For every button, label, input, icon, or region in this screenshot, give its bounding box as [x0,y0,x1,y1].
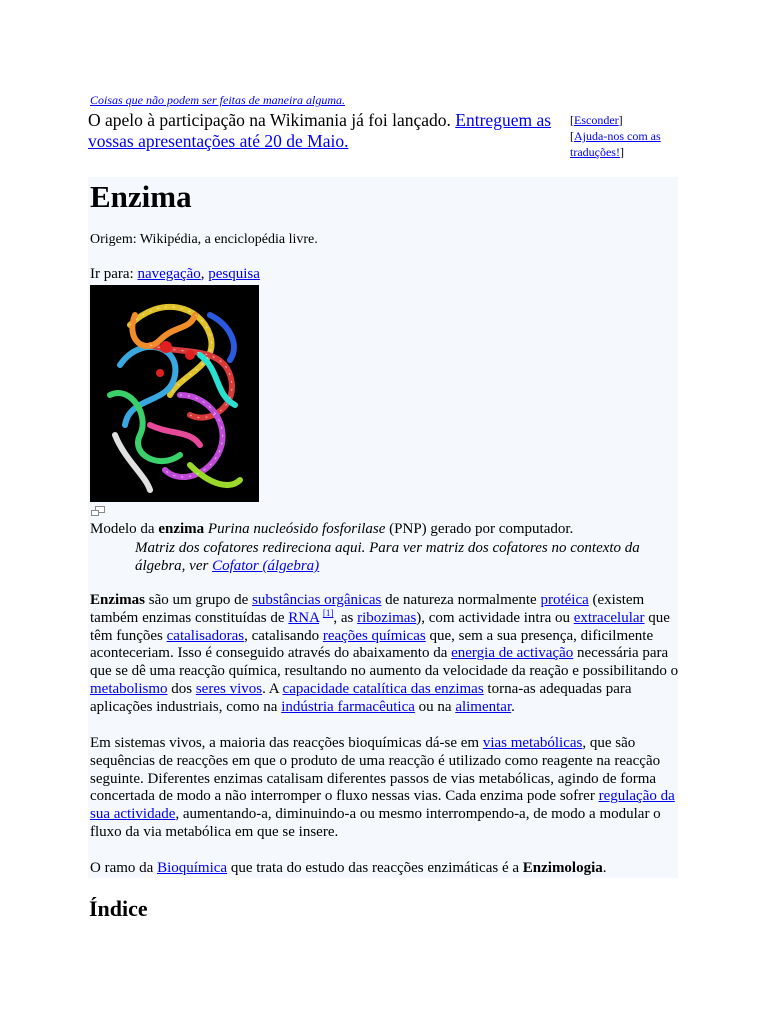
text-run: dos [167,680,196,697]
link-industria-farmaceutica[interactable]: indústria farmacêutica [281,698,415,715]
sitenotice-submit-link[interactable]: Entreguem as vossas apresentações até 20 de Maio. [88,110,552,151]
intro-paragraph-3 [90,860,680,878]
jump-search-link[interactable]: pesquisa [208,266,260,282]
text-run: Em sistemas vivos, a maioria das reacções bioquímicas dá-se em [90,735,483,751]
figure-caption [90,520,680,538]
intro-paragraph-2 [90,735,680,842]
caption-italic: Purina nucleósido fosforilase [207,521,386,537]
text-run: . A [262,680,283,697]
caption-bold: enzima [158,521,205,537]
text-run: , catalisando [244,627,323,644]
link-vias-metabolicas[interactable]: vias metabólicas [482,735,583,751]
link-reacoes-quimicas[interactable]: reações químicas [322,627,426,644]
jump-navigation-link[interactable]: navegação [137,266,201,282]
text-run: ), com actividade intra ou [416,609,574,626]
link-rna[interactable]: RNA [288,609,320,626]
page-title: Enzima [90,179,192,214]
text-run: , as [333,609,358,626]
sitenotice-tagline-link[interactable]: Coisas que não podem ser feitas de maneira alguma. [90,93,345,107]
link-proteica[interactable]: protéica [540,592,589,608]
link-bioquimica[interactable]: Bioquímica [157,860,228,876]
jump-to-links [90,266,260,283]
text-run: O ramo da [90,860,158,876]
sitenotice-message [88,110,558,152]
protein-ribbon-illustration [90,285,259,502]
sitenotice-controls: [Esconder] [Ajuda-nos com as traduções!] [570,113,661,159]
text-run: . [602,860,607,876]
sitenotice-text: O apelo à participação na Wikimania já foi lançado. [88,110,451,130]
text-run: (existem também enzimas constituídas de [90,592,645,626]
link-ribozimas[interactable]: ribozimas [357,609,417,626]
jump-to-label: Ir para: [90,266,134,282]
reference-1-link[interactable]: [1] [322,607,334,618]
caption-prefix: Modelo da [90,521,155,537]
site-subtitle: Origem: Wikipédia, a enciclopédia livre. [90,232,318,247]
link-catalisadoras[interactable]: catalisadoras [166,627,245,644]
text-run: torna-as adequadas para aplicações industriais, como na [90,680,632,715]
link-extracelular[interactable]: extracelular [573,609,645,626]
hatnote-text: Matriz dos cofatores redireciona aqui. Para ver matriz dos cofatores no contexto da álgebra, ver [135,540,640,574]
text-run: . [511,698,515,715]
text-run: são um grupo de [145,592,253,608]
link-regulacao-da-actividade[interactable]: regulação da sua actividade [90,788,675,823]
text-run: que, sem a sua presença, dificilmente aconteceriam. Isso é conseguido através do abaixamento da [90,627,654,662]
link-capacidade-catalitica[interactable]: capacidade catalítica das enzimas [282,680,484,697]
help-translate-link[interactable]: Ajuda-nos com as traduções! [570,129,661,159]
term-bold: Enzimas [90,592,146,608]
protein-model-image[interactable] [90,285,259,502]
text-run: ou na [414,698,456,715]
text-run: de natureza normalmente [381,592,541,608]
hide-notice-link[interactable]: Esconder [574,113,619,127]
intro-paragraph-1 [90,592,680,717]
caption-suffix: (PNP) gerado por computador. [389,521,574,537]
enlarge-icon[interactable] [91,503,105,513]
link-seres-vivos[interactable]: seres vivos [195,680,263,697]
link-substancias-organicas[interactable]: substâncias orgânicas [252,592,382,608]
link-metabolismo[interactable]: metabolismo [90,680,168,697]
term-enzimologia: Enzimologia [522,860,603,876]
text-run: que trata do estudo das reacções enzimáticas é a [227,860,523,876]
text-run: necessária para que se dê uma reacção química, resultando no aumento da velocidade da reação e possibilitando o [90,645,679,680]
toc-heading: Índice [89,896,148,921]
link-energia-de-activacao[interactable]: energia de activação [451,645,574,662]
link-alimentar[interactable]: alimentar [455,698,512,715]
text-run: , que são sequências de reacções em que o produto de uma reacção é utilizado como reagente na reacção seguinte. Diferentes enzimas catalisam diferentes passos de vias metabólicas, agindo de forma concertada de modo a não interromper o fluxo nessas vias. Cada enzima pode sofrer [90,735,661,805]
jump-separator: , [200,266,205,282]
text-run: , aumentando-a, diminuindo-a ou mesmo interrompendo-a, de modo a modular o fluxo da via metabólica em que se insere. [90,806,661,840]
disambiguation-hatnote [135,539,680,575]
text-run: que têm funções [90,609,670,644]
hatnote-link[interactable]: Cofator (álgebra) [212,558,320,574]
